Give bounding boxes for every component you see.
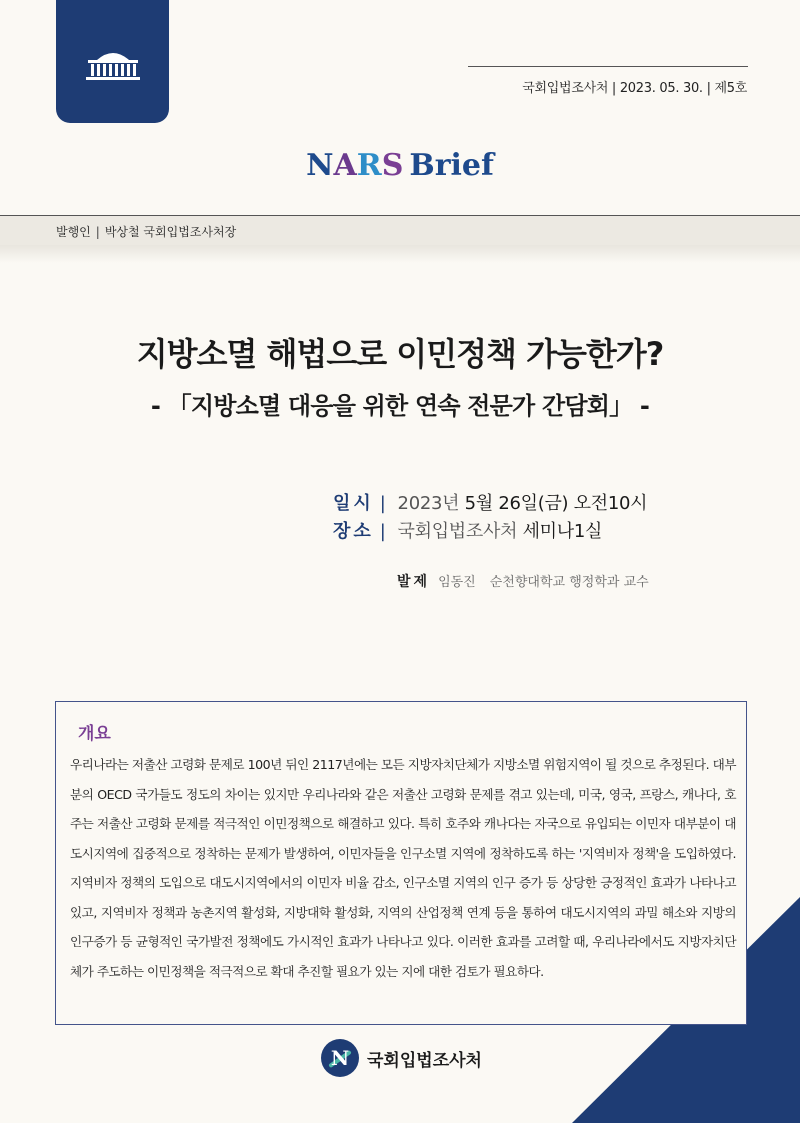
band-shadow: [0, 245, 800, 263]
publisher-label: 발행인: [56, 225, 91, 239]
summary-body: 우리나라는 저출산 고령화 문제로 100년 뒤인 2117년에는 모든 지방자치단체가 지방소멸 위험지역이 될 것으로 추정된다. 대부분의 OECD 국가들도 정도의 차이는 있지만 우리나라와 같은 저출산 고령화 문제를 겪고 있는데, 미국, 영국, 프랑스, 캐나다, 호주는 저출산 고령화 문제를 적극적인 이민정책으로 해결하고 있다. 특히 호주와 캐나다는 자국으로 유입되는 이민자 대부분이 대도시지역에 집중적으로 정착하는 문제가 발생하여, 이민자들을 인구소멸 지역에 정착하도록 하는 '지역비자 정책'을 도입하였다. 지역비자 정책의 도입으로 대도시지역에서의 이민자 비율 감소, 인구소멸 지역의 인구 증가 등 상당한 긍정적인 효과가 나타나고 있고, 지역비자 정책과 농촌지역 활성화, 지방대학 활성화, 지역의 산업정책 연계 등을 통하여 대도시지역의 과밀 해소와 지방의 인구증가 등 균형적인 국가발전 정책에도 가시적인 효과가 나타나고 있다. 이러한 효과를 고려할 때, 우리나라에서도 지방자치단체가 주도하는 이민정책을 적극적으로 확대 추진할 필요가 있는 지에 대한 검토가 필요하다.: [70, 757, 736, 979]
place-separator: |: [379, 521, 386, 542]
publisher-separator: |: [95, 225, 100, 239]
org-logo-letter: N: [330, 1046, 350, 1070]
page-subtitle: - 「지방소멸 대응을 위한 연속 전문가 간담회」 -: [150, 392, 650, 420]
date-separator: |: [379, 493, 386, 514]
logo-letter-r: R: [356, 148, 382, 183]
presenter-affiliation: 순천향대학교 행정학과 교수: [489, 575, 649, 590]
place-room: 세미나1실: [522, 521, 603, 542]
date-value: 5월 26일(금) 오전10시: [464, 493, 648, 514]
publisher-band: [0, 215, 800, 245]
logo-brief: Brief: [409, 148, 494, 183]
page-title: 지방소멸 해법으로 이민정책 가능한가?: [136, 335, 664, 373]
issue-info: 국회입법조사처 | 2023. 05. 30. | 제5호: [522, 81, 747, 96]
summary-heading: 개요: [78, 724, 111, 744]
footer-org-name: 국회입법조사처: [367, 1050, 482, 1071]
presenter-label: 발제: [397, 574, 431, 590]
summary-box: [55, 701, 747, 1025]
place-label: 장소: [333, 521, 374, 542]
event-date-row: [333, 489, 647, 515]
logo-letter-a: A: [333, 148, 357, 183]
assembly-emblem-tab: [56, 0, 169, 123]
presenter-row: [397, 571, 649, 591]
date-year: 2023년: [397, 493, 465, 514]
presenter-name: 임동진: [438, 575, 476, 590]
nars-brief-logo: [0, 148, 800, 183]
place-org: 국회입법조사처: [397, 521, 523, 542]
date-label: 일시: [333, 493, 374, 514]
logo-letter-s: S: [381, 148, 404, 183]
logo-letter-n: N: [306, 148, 334, 183]
header-rule: [468, 66, 748, 67]
publisher-line: [56, 223, 236, 240]
org-logo-icon: [321, 1039, 359, 1077]
event-place-row: [333, 517, 602, 543]
publisher-name: 박상철 국회입법조사처장: [104, 225, 237, 239]
footer-logo: [321, 1038, 482, 1078]
national-assembly-icon: [82, 44, 144, 82]
